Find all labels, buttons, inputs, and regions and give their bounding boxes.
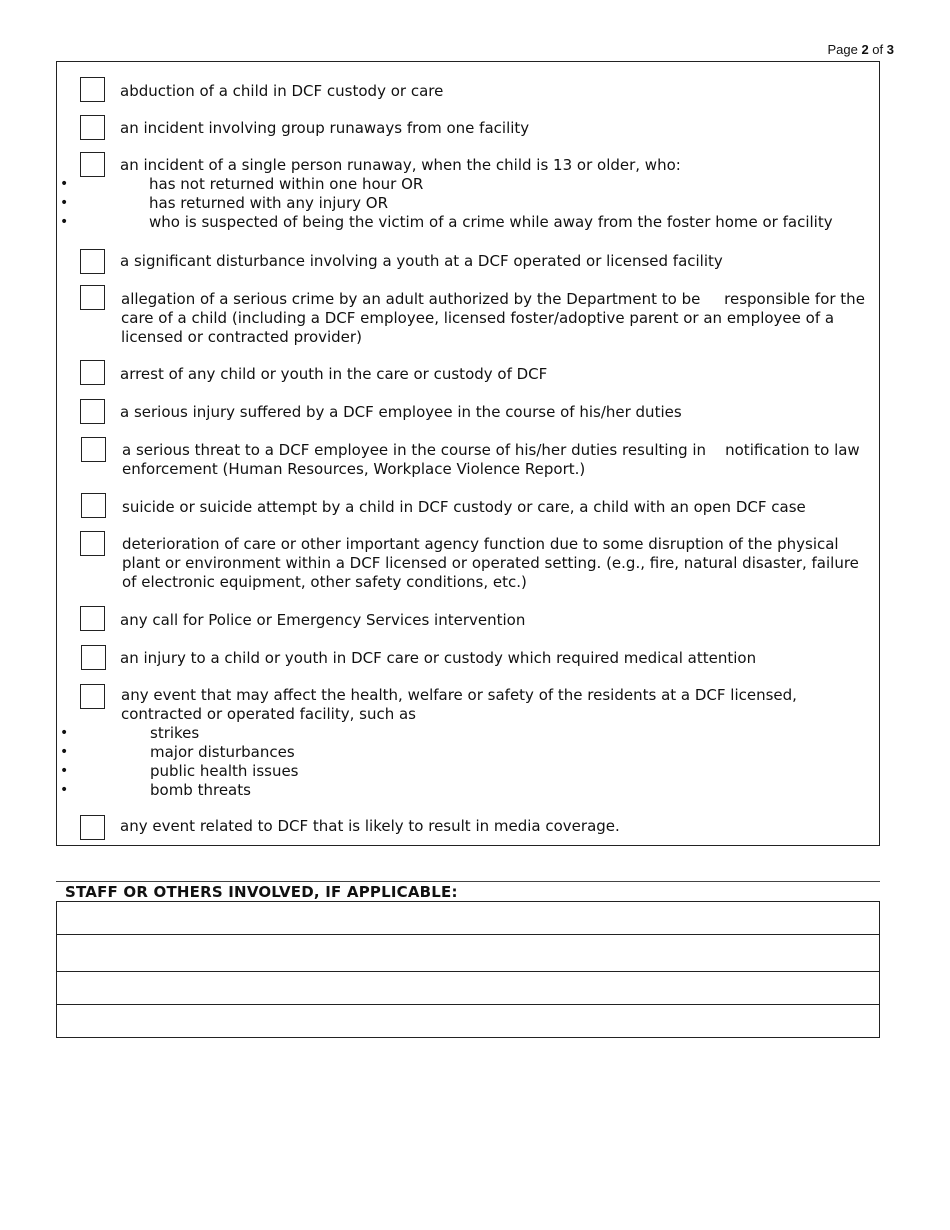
item-label: a serious injury suffered by a DCF employee in the course of his/her duties <box>120 403 682 421</box>
item-label: arrest of any child or youth in the care or custody of DCF <box>120 365 548 383</box>
item-label: any event that may affect the health, welfare or safety of the residents at a DCF licensed, contracted or operated facility, such as <box>121 686 797 723</box>
staff-row-4[interactable] <box>57 1005 879 1037</box>
page-number <box>827 42 894 57</box>
staff-row-2[interactable] <box>57 935 879 972</box>
item-label: any event related to DCF that is likely to result in media coverage. <box>120 817 620 835</box>
checkbox-health-welfare-event[interactable] <box>80 684 105 709</box>
item-label: any call for Police or Emergency Services intervention <box>120 611 526 629</box>
checkbox-media-coverage[interactable] <box>80 815 105 840</box>
item-label: allegation of a serious crime by an adult authorized by the Department to be responsible for the care of a child (including a DCF employee, licensed foster/adoptive parent or an employee of a licensed or contracted provider) <box>121 290 870 346</box>
checkbox-child-injury[interactable] <box>81 645 106 670</box>
checkbox-serious-crime-allegation[interactable] <box>80 285 105 310</box>
checkbox-arrest[interactable] <box>80 360 105 385</box>
item-label: a significant disturbance involving a youth at a DCF operated or licensed facility <box>120 252 723 270</box>
item-label: a serious threat to a DCF employee in the course of his/her duties resulting in notification to law enforcement (Human Resources, Workplace Violence Report.) <box>122 441 865 478</box>
bullet-item: • who is suspected of being the victim of a crime while away from the foster home or facility <box>57 213 868 232</box>
checkbox-abduction[interactable] <box>80 77 105 102</box>
bullet-item: • strikes <box>57 724 869 743</box>
bullet-list <box>121 724 869 800</box>
bullet-item: • public health issues <box>57 762 869 781</box>
page-total: 3 <box>886 42 894 57</box>
item-content <box>120 156 868 232</box>
bullet-list <box>120 175 868 232</box>
item-label: an incident involving group runaways from one facility <box>120 119 530 137</box>
staff-row-3[interactable] <box>57 972 879 1005</box>
checkbox-police-call[interactable] <box>80 606 105 631</box>
page-of: of <box>872 42 884 57</box>
page-current: 2 <box>861 42 869 57</box>
item-label: abduction of a child in DCF custody or care <box>120 82 444 100</box>
bullet-item: • has returned with any injury OR <box>57 194 868 213</box>
incident-type-checklist <box>56 61 880 846</box>
item-label: an injury to a child or youth in DCF care or custody which required medical attention <box>120 649 757 667</box>
checkbox-group-runaways[interactable] <box>80 115 105 140</box>
item-label: an incident of a single person runaway, when the child is 13 or older, who: <box>120 156 681 174</box>
bullet-item: • major disturbances <box>57 743 869 762</box>
checkbox-single-runaway[interactable] <box>80 152 105 177</box>
bullet-item: • has not returned within one hour OR <box>57 175 868 194</box>
item-label: suicide or suicide attempt by a child in DCF custody or care, a child with an open DCF case <box>122 498 806 516</box>
staff-row-1[interactable] <box>57 902 879 935</box>
checkbox-disturbance[interactable] <box>80 249 105 274</box>
item-content <box>121 686 869 800</box>
staff-involved-table <box>56 901 880 1038</box>
page-prefix: Page <box>827 42 858 57</box>
checkbox-employee-injury[interactable] <box>80 399 105 424</box>
checkbox-deterioration-of-care[interactable] <box>80 531 105 556</box>
checkbox-employee-threat[interactable] <box>81 437 106 462</box>
checkbox-suicide[interactable] <box>81 493 106 518</box>
bullet-item: • bomb threats <box>57 781 869 800</box>
staff-section-title: STAFF OR OTHERS INVOLVED, IF APPLICABLE: <box>56 881 880 901</box>
item-label: deterioration of care or other important agency function due to some disruption of the physical plant or environment within a DCF licensed or operated setting. (e.g., fire, natural disaster, failure of electronic equipment, other safety conditions, etc.) <box>122 535 859 591</box>
